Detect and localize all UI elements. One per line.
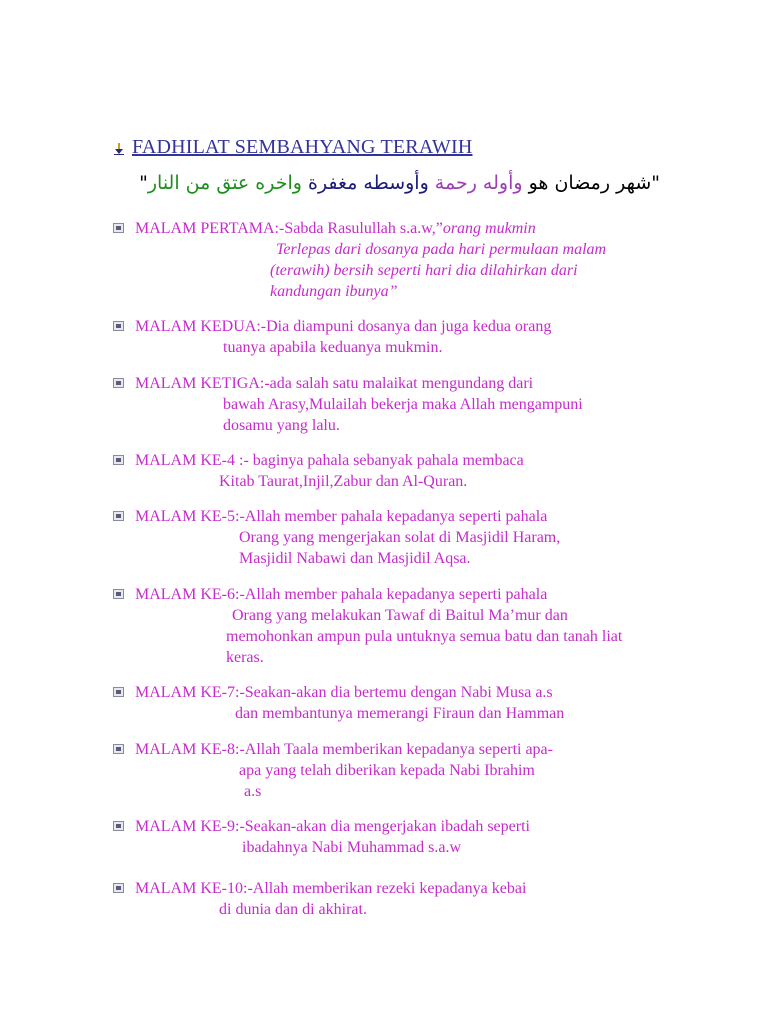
item-text: MALAM KE-9:-Seakan-akan dia mengerjakan ibadah seperti <box>135 818 530 835</box>
item-italic-text: orang mukmin <box>442 220 536 237</box>
square-bullet-icon <box>113 223 124 233</box>
square-bullet-icon <box>113 821 124 831</box>
square-bullet-icon <box>113 455 124 465</box>
arabic-close-quote: " <box>139 172 148 194</box>
list-item <box>113 878 526 920</box>
item-line: (terawih) bersih seperti hari dia dilahirkan dari <box>270 262 578 279</box>
arabic-part-2: وأوله رحمة <box>434 172 523 194</box>
square-bullet-icon <box>113 378 124 388</box>
down-arrow-bullet-icon <box>114 143 124 155</box>
title-text: FADHILAT SEMBAHYANG TERAWIH <box>132 136 473 158</box>
item-text: MALAM KE-5:-Allah member pahala kepadanya seperti pahala <box>135 508 548 525</box>
item-line: bawah Arasy,Mulailah bekerja maka Allah mengampuni <box>223 396 583 413</box>
square-bullet-icon <box>113 511 124 521</box>
item-line: kandungan ibunya” <box>270 283 398 300</box>
square-bullet-icon <box>113 687 124 697</box>
arabic-open-quote: " <box>651 172 660 194</box>
item-text: MALAM KE-8:-Allah Taala memberikan kepadanya seperti apa- <box>135 741 553 758</box>
square-bullet-icon <box>113 744 124 754</box>
item-text: MALAM PERTAMA:-Sabda Rasulullah s.a.w,” <box>135 220 443 237</box>
list-item <box>113 816 530 858</box>
square-bullet-icon <box>113 589 124 599</box>
arabic-part-1: شهر رمضان هو <box>528 172 652 194</box>
item-line: di dunia dan di akhirat. <box>219 901 367 918</box>
arabic-part-3: وأوسطه مغفرة <box>307 172 429 194</box>
list-item <box>113 739 553 802</box>
square-bullet-icon <box>113 321 124 331</box>
item-line: keras. <box>226 649 264 666</box>
item-text: MALAM KEDUA:-Dia diampuni dosanya dan juga kedua orang <box>135 318 552 335</box>
item-line: a.s <box>244 783 262 800</box>
item-text: MALAM KETIGA:-ada salah satu malaikat mengundang dari <box>135 375 534 392</box>
item-line: Kitab Taurat,Injil,Zabur dan Al-Quran. <box>219 473 468 490</box>
item-line: dosamu yang lalu. <box>223 417 340 434</box>
list-item <box>113 218 606 302</box>
item-line: Masjidil Nabawi dan Masjidil Aqsa. <box>239 550 471 567</box>
list-item <box>113 584 622 668</box>
list-item <box>113 316 551 358</box>
item-text: MALAM KE-10:-Allah memberikan rezeki kepadanya kebai <box>135 880 527 897</box>
item-line: ibadahnya Nabi Muhammad s.a.w <box>242 839 462 856</box>
item-line: dan membantunya memerangi Firaun dan Hamman <box>235 705 565 722</box>
page-title <box>114 136 472 159</box>
item-text: MALAM KE-4 :- baginya pahala sebanyak pahala membaca <box>135 452 524 469</box>
item-line: tuanya apabila keduanya mukmin. <box>223 339 443 356</box>
list-item <box>113 682 564 724</box>
item-text: MALAM KE-6:-Allah member pahala kepadanya seperti pahala <box>135 586 548 603</box>
item-line: memohonkan ampun pula untuknya semua batu dan tanah liat <box>226 628 623 645</box>
item-line: Terlepas dari dosanya pada hari permulaan malam <box>276 241 607 258</box>
arabic-hadith <box>139 172 660 194</box>
list-item <box>113 373 583 436</box>
list-item <box>113 450 524 492</box>
list-item <box>113 506 560 569</box>
item-line: Orang yang melakukan Tawaf di Baitul Ma’mur dan <box>232 607 568 624</box>
item-line: Orang yang mengerjakan solat di Masjidil Haram, <box>239 529 561 546</box>
item-line: apa yang telah diberikan kepada Nabi Ibrahim <box>239 762 535 779</box>
item-text: MALAM KE-7:-Seakan-akan dia bertemu dengan Nabi Musa a.s <box>135 684 553 701</box>
arabic-part-4: واخره عتق من النار <box>147 172 302 194</box>
square-bullet-icon <box>113 883 124 893</box>
